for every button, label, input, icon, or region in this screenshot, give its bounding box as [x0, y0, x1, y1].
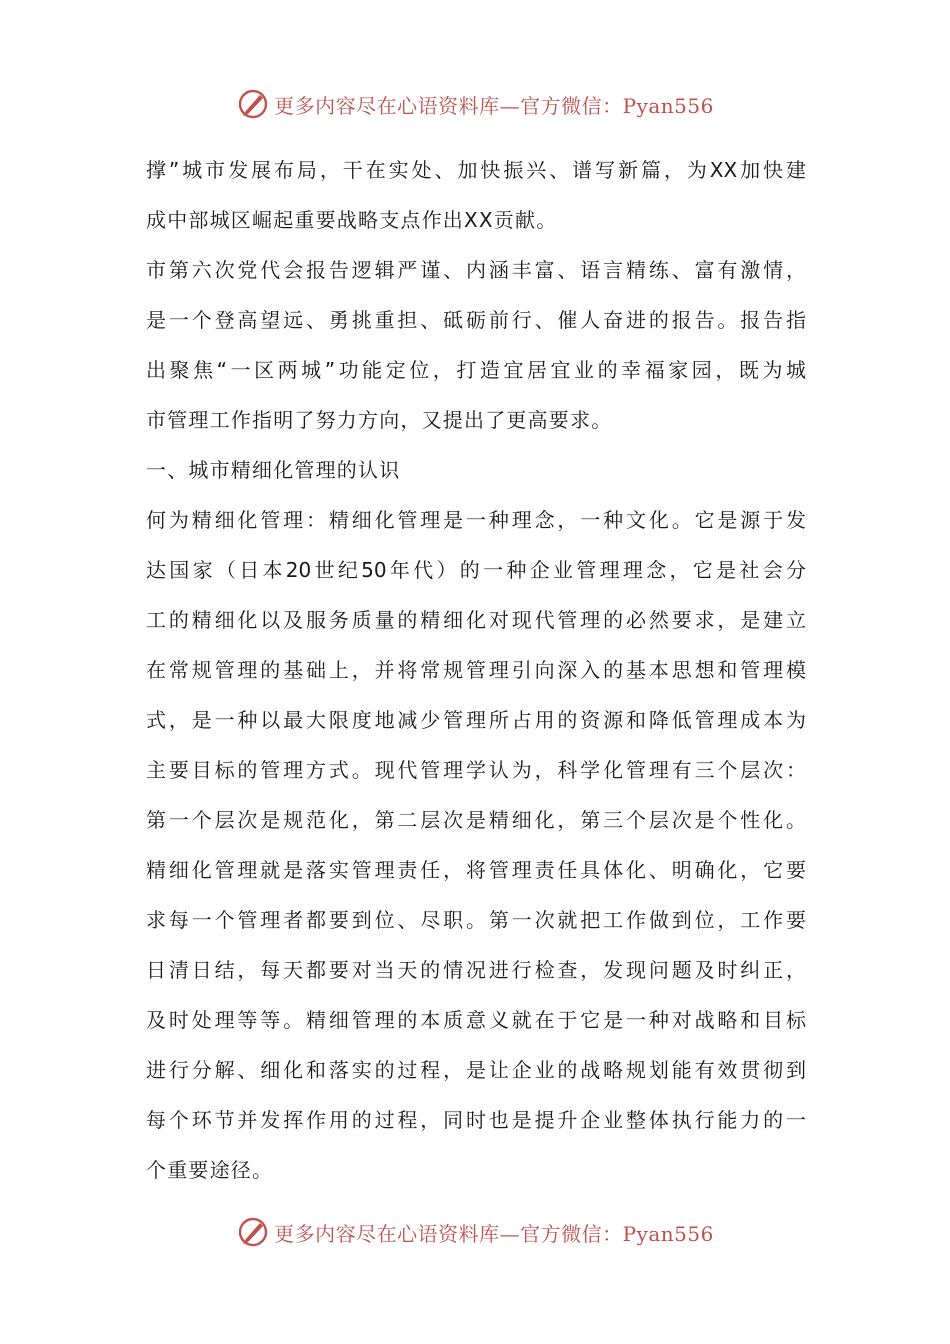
body-line: 撑”城市发展布局，干在实处、加快振兴、谱写新篇，为XX加快建 [146, 158, 806, 182]
pen-in-circle-icon [236, 87, 270, 121]
footer-banner [0, 1212, 950, 1252]
section-heading: 一、城市精细化管理的认识 [146, 458, 401, 482]
body-line: 市管理工作指明了努力方向，又提出了更高要求。 [146, 408, 613, 432]
body-line: 个重要途径。 [146, 1158, 274, 1182]
document-body [146, 148, 806, 1198]
body-line: 进行分解、细化和落实的过程，是让企业的战略规划能有效贯彻到 [146, 1058, 806, 1082]
pen-in-circle-icon [236, 1215, 270, 1249]
body-line: 日清日结，每天都要对当天的情况进行检查，发现问题及时纠正， [146, 958, 806, 982]
body-line: 是一个登高望远、勇挑重担、砥砺前行、催人奋进的报告。报告指 [146, 308, 806, 332]
footer-banner-text: 更多内容尽在心语资料库—官方微信：Pyan556 [274, 1221, 714, 1246]
body-line: 何为精细化管理：精细化管理是一种理念，一种文化。它是源于发 [146, 508, 806, 532]
body-line: 主要目标的管理方式。现代管理学认为，科学化管理有三个层次： [146, 758, 806, 782]
body-line: 达国家（日本20世纪50年代）的一种企业管理理念，它是社会分 [146, 558, 806, 582]
body-line: 成中部城区崛起重要战略支点作出XX贡献。 [146, 208, 558, 232]
header-banner [0, 84, 950, 124]
body-line: 每个环节并发挥作用的过程，同时也是提升企业整体执行能力的一 [146, 1108, 806, 1132]
body-line: 式，是一种以最大限度地减少管理所占用的资源和降低管理成本为 [146, 708, 806, 732]
body-line: 求每一个管理者都要到位、尽职。第一次就把工作做到位，工作要 [146, 908, 806, 932]
body-line: 第一个层次是规范化，第二层次是精细化，第三个层次是个性化。 [146, 808, 806, 832]
body-line: 市第六次党代会报告逻辑严谨、内涵丰富、语言精练、富有激情， [146, 258, 806, 282]
body-line: 在常规管理的基础上，并将常规管理引向深入的基本思想和管理模 [146, 658, 806, 682]
header-banner-text: 更多内容尽在心语资料库—官方微信：Pyan556 [274, 93, 714, 118]
body-line: 及时处理等等。精细管理的本质意义就在于它是一种对战略和目标 [146, 1008, 806, 1032]
body-line: 出聚焦“一区两城”功能定位，打造宜居宜业的幸福家园，既为城 [146, 358, 806, 382]
body-line: 工的精细化以及服务质量的精细化对现代管理的必然要求，是建立 [146, 608, 806, 632]
body-line: 精细化管理就是落实管理责任，将管理责任具体化、明确化，它要 [146, 858, 806, 882]
